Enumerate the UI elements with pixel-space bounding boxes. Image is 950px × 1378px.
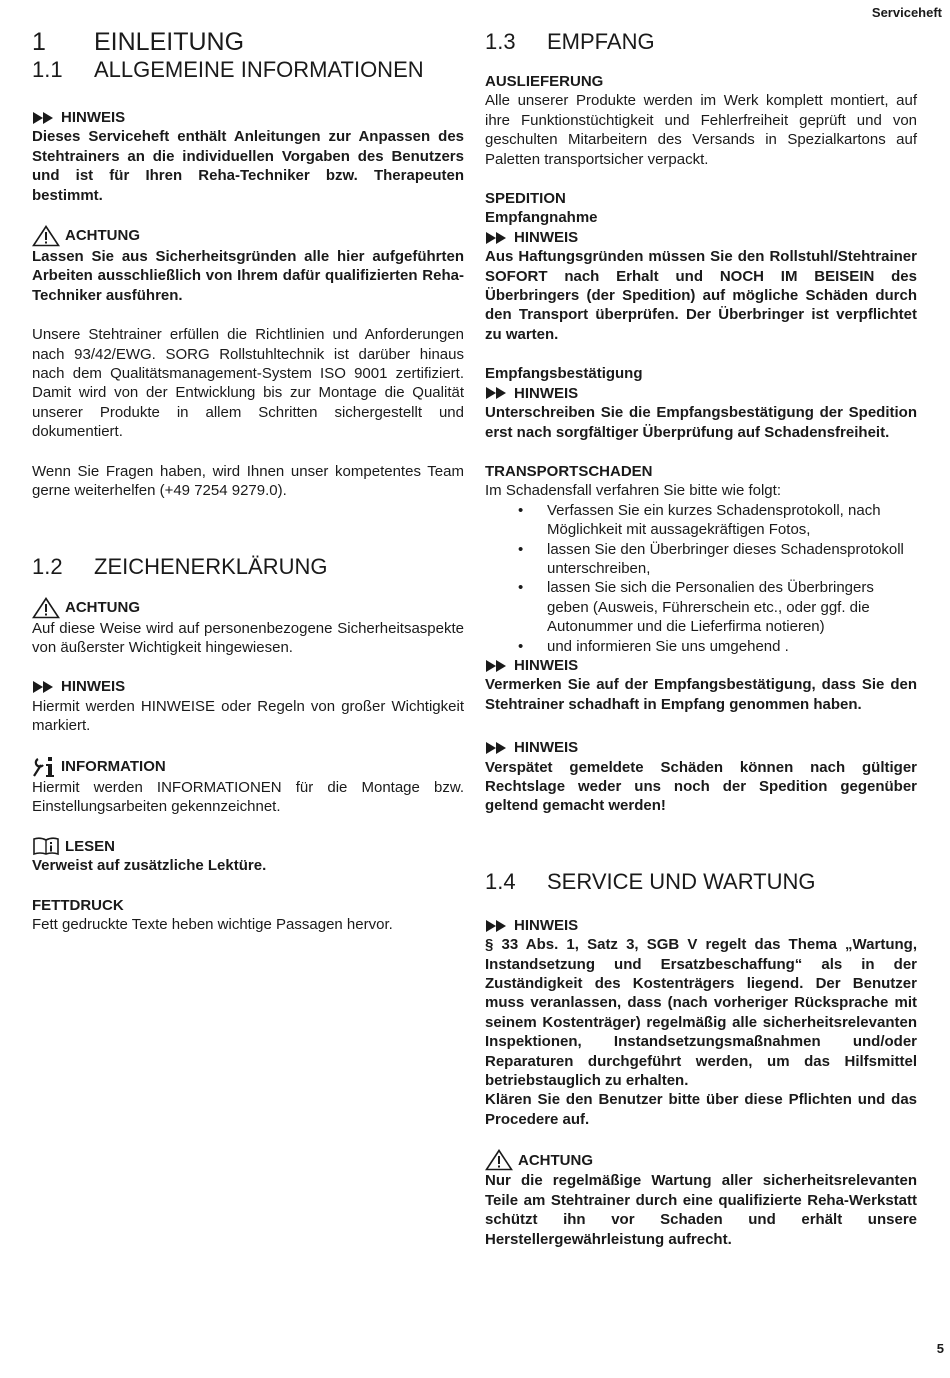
fast-forward-icon bbox=[485, 919, 509, 933]
list-item: • und informieren Sie uns umgehend . bbox=[521, 637, 917, 656]
section-heading-1-4 bbox=[485, 868, 917, 896]
hinweis-label bbox=[485, 738, 917, 757]
fettdruck-block bbox=[32, 896, 464, 935]
fettdruck-label: FETTDRUCK bbox=[32, 896, 124, 914]
transportschaden-block bbox=[485, 462, 917, 656]
section-heading-1-1 bbox=[32, 56, 464, 84]
hinweis-label bbox=[485, 384, 917, 403]
section-heading-1-3 bbox=[485, 28, 917, 56]
hinweis-block bbox=[485, 916, 917, 1129]
chapter-number: 1 bbox=[32, 28, 46, 56]
fast-forward-icon bbox=[485, 231, 509, 245]
fast-forward-icon bbox=[32, 680, 56, 694]
hinweis-text: Dieses Serviceheft enthält Anleitungen zur Anpassen des Stehtrainers an die individuellen Vorgaben des Benutzers und ist für Ihren Reha-Techniker bzw. Therapeuten bestimmt. bbox=[32, 128, 464, 204]
section-number: 1.4 bbox=[485, 868, 516, 894]
label-text: HINWEIS bbox=[514, 739, 579, 757]
auslieferung-block bbox=[485, 72, 917, 169]
lesen-block bbox=[32, 836, 464, 875]
hinweis-text: Vermerken Sie auf der Empfangsbestätigung, dass Sie den Stehtrainer schadhaft in Empfang genommen haben. bbox=[485, 676, 917, 713]
fast-forward-icon bbox=[485, 659, 509, 673]
section-title: SERVICE UND WARTUNG bbox=[547, 868, 816, 894]
lesen-label bbox=[32, 836, 464, 856]
left-column bbox=[32, 28, 464, 935]
fast-forward-icon bbox=[32, 111, 56, 125]
hinweis-label bbox=[32, 677, 464, 696]
running-header: Serviceheft bbox=[871, 5, 942, 20]
bullet-list bbox=[485, 501, 917, 656]
achtung-block bbox=[485, 1149, 917, 1249]
chapter-heading bbox=[32, 28, 464, 56]
paragraph: Unsere Stehtrainer erfüllen die Richtlinien und Anforderungen nach 93/42/EWG. SORG Rollstuhltechnik ist darüber hinaus nach dem Qualitätsmanagement-System ISO 9001 zertifiziert. Damit wird von der Entwicklung bis zur Montage die Qualität unserer Produkte in allem Schritten sichergestellt und dokumentiert. bbox=[32, 326, 464, 441]
label-text: ACHTUNG bbox=[65, 227, 140, 245]
label-text: HINWEIS bbox=[514, 916, 579, 934]
fettdruck-text: Fett gedruckte Texte heben wichtige Passagen hervor. bbox=[32, 916, 393, 934]
information-block bbox=[32, 756, 464, 817]
list-item: • lassen Sie sich die Personalien des Überbringers geben (Ausweis, Führerschein etc., oder ggf. die Autonummer und die Lieferfirma notieren) bbox=[521, 578, 917, 636]
achtung-label bbox=[32, 597, 464, 619]
chapter-title: EINLEITUNG bbox=[94, 28, 245, 56]
label-text: HINWEIS bbox=[61, 109, 126, 126]
hinweis-block bbox=[485, 656, 917, 714]
label-text: ACHTUNG bbox=[518, 1151, 593, 1169]
achtung-block bbox=[32, 225, 464, 305]
section-heading-1-2 bbox=[32, 553, 464, 581]
list-item: • lassen Sie den Überbringer dieses Schadensprotokoll unterschreiben, bbox=[521, 540, 917, 579]
right-column bbox=[485, 28, 917, 1249]
auslieferung-label: AUSLIEFERUNG bbox=[485, 73, 604, 90]
label-text: ACHTUNG bbox=[65, 598, 140, 616]
fast-forward-icon bbox=[485, 386, 509, 400]
achtung-text: Nur die regelmäßige Wartung aller sicherheitsrelevanten Teile am Stehtrainer durch eine qualifizierte Reha-Werkstatt schützt ihn vor Schaden und erhält unsere Herstellergewährleistung aufrecht. bbox=[485, 1172, 917, 1248]
lesen-text: Verweist auf zusätzliche Lektüre. bbox=[32, 857, 267, 875]
hinweis-text: Unterschreiben Sie die Empfangsbestätigung der Spedition erst nach sorgfältiger Überprüfung auf Schadensfreiheit. bbox=[485, 404, 917, 441]
hinweis-text: § 33 Abs. 1, Satz 3, SGB V regelt das Thema „Wartung, Instandsetzung und Ersatzbeschaffung“ als in der Zuständigkeit des Kostenträgers liegend. Der Benutzer muss veranlassen, dass (nach vorheriger Rücksprache mit seinem Kostenträger) regelmäßig alle sicherheitsrelevanten Inspektionen, Instandsetzungsmaßnahmen und/oder Reparaturen durchgeführt werden, um das Hilfsmittel betriebstauglich zu erhalten. bbox=[485, 936, 917, 1090]
hinweis-label bbox=[32, 108, 464, 127]
auslieferung-text: Alle unserer Produkte werden im Werk komplett montiert, auf ihre Funktionstüchtigkeit und Fehlerfreiheit geprüft und von geschulten Mitarbeitern des Versands in Spezialkartons auf Paletten transportsicher verpackt. bbox=[485, 92, 917, 168]
achtung-text: Lassen Sie aus Sicherheitsgründen alle hier aufgeführten Arbeiten ausschließlich von Ihrem dafür qualifizierten Reha-Techniker ausführen. bbox=[32, 248, 464, 304]
empfangsbestaetigung-subheading: Empfangsbestätigung bbox=[485, 365, 643, 383]
label-text: HINWEIS bbox=[514, 656, 579, 674]
section-number: 1.3 bbox=[485, 29, 516, 54]
page-number: 5 bbox=[936, 1340, 944, 1356]
achtung-text: Auf diese Weise wird auf personenbezogene Sicherheitsaspekte von äußerster Wichtigkeit hingewiesen. bbox=[32, 619, 464, 656]
information-label bbox=[32, 756, 464, 778]
hinweis-block bbox=[485, 738, 917, 816]
section-title: ALLGEMEINE INFORMATIONEN bbox=[94, 57, 424, 82]
list-item: • Verfassen Sie ein kurzes Schadensprotokoll, nach Möglichkeit mit aussagekräftigen Fotos, bbox=[521, 501, 917, 540]
section-title: EMPFANG bbox=[547, 29, 655, 54]
achtung-block bbox=[32, 597, 464, 658]
empfangnahme-subheading: Empfangnahme bbox=[485, 209, 598, 227]
hinweis-text-2: Klären Sie den Benutzer bitte über diese Pflichten und das Procedere auf. bbox=[485, 1091, 917, 1128]
wrench-info-icon bbox=[32, 756, 56, 778]
transportschaden-intro: Im Schadensfall verfahren Sie bitte wie folgt: bbox=[485, 482, 781, 500]
spedition-label: SPEDITION bbox=[485, 190, 566, 208]
transportschaden-label: TRANSPORTSCHADEN bbox=[485, 462, 653, 480]
paragraph: Wenn Sie Fragen haben, wird Ihnen unser kompetentes Team gerne weiterhelfen (+49 7254 9279.0). bbox=[32, 462, 464, 500]
hinweis-block bbox=[32, 108, 464, 205]
label-text: HINWEIS bbox=[61, 678, 126, 696]
warning-icon bbox=[32, 597, 60, 619]
section-number: 1.2 bbox=[32, 553, 63, 579]
hinweis-text: Verspätet gemeldete Schäden können nach gültiger Rechtslage weder uns noch der Spedition gegenüber geltend gemacht werden! bbox=[485, 758, 917, 815]
hinweis-label bbox=[485, 228, 917, 247]
hinweis-block bbox=[485, 384, 917, 442]
label-text: LESEN bbox=[65, 837, 116, 855]
section-number: 1.1 bbox=[32, 57, 63, 82]
achtung-label bbox=[32, 225, 464, 247]
warning-icon bbox=[485, 1149, 513, 1171]
hinweis-text: Aus Haftungsgründen müssen Sie den Rollstuhl/Stehtrainer SOFORT nach Erhalt und NOCH IM BEISEIN des Überbringers (der Spedition) auf mögliche Schäden durch den Transport überprüfen. Der Überbringer ist verpflichtet zu warten. bbox=[485, 248, 917, 343]
label-text: HINWEIS bbox=[514, 384, 579, 402]
hinweis-label bbox=[485, 656, 917, 675]
hinweis-text: Hiermit werden HINWEISE oder Regeln von großer Wichtigkeit markiert. bbox=[32, 697, 464, 735]
spedition-block bbox=[485, 189, 917, 228]
label-text: HINWEIS bbox=[514, 228, 579, 246]
label-text: INFORMATION bbox=[61, 757, 166, 775]
hinweis-label bbox=[485, 916, 917, 935]
fast-forward-icon bbox=[485, 741, 509, 755]
information-text: Hiermit werden INFORMATIONEN für die Montage bzw. Einstellungsarbeiten gekennzeichnet. bbox=[32, 778, 464, 815]
warning-icon bbox=[32, 225, 60, 247]
hinweis-block bbox=[32, 677, 464, 735]
book-icon bbox=[32, 836, 60, 856]
achtung-label bbox=[485, 1149, 917, 1171]
section-title: ZEICHENERKLÄRUNG bbox=[94, 553, 328, 579]
hinweis-block bbox=[485, 228, 917, 344]
